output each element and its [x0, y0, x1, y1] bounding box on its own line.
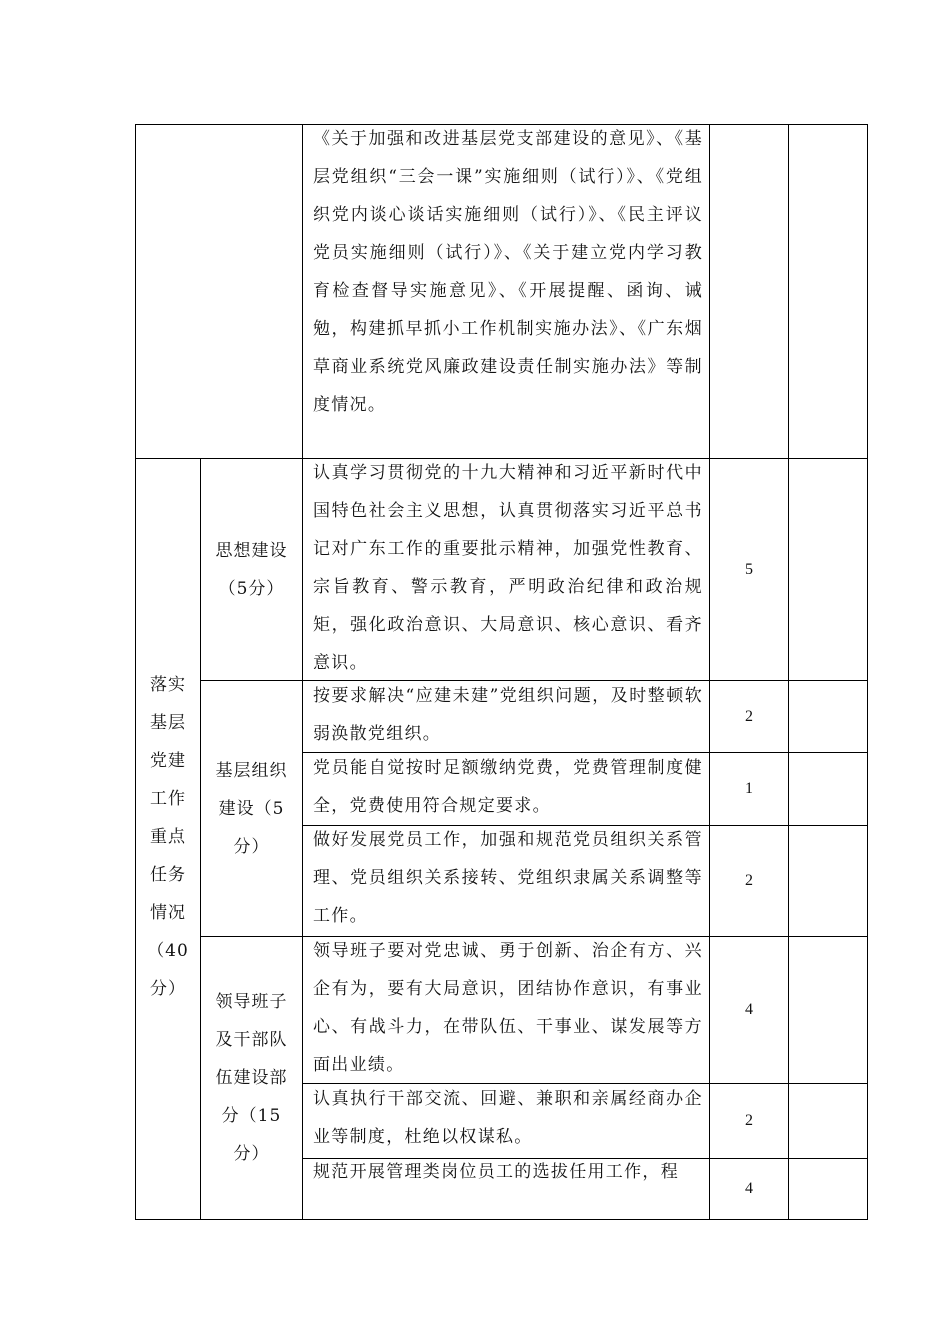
sub-sixiang-label: 思想建设（5分）: [215, 540, 288, 599]
content-cell-r2: 按要求解决“应建未建”党组织问题，及时整顿软弱涣散党组织。: [313, 686, 703, 744]
score-cell-r7: 4: [745, 1180, 753, 1197]
score-cell-r5: 4: [745, 1001, 753, 1018]
score-cell-r3: 1: [745, 780, 753, 797]
content-cell-r1: 认真学习贯彻党的十九大精神和习近平新时代中国特色社会主义思想，认真贯彻落实习近平总书记对广东工作的重要批示精神，加强党性教育、宗旨教育、警示教育，严明政治纪律和政治规矩，强化政治意识、大局意识、核心意识、看齐意识。: [313, 463, 703, 673]
score-cell-r2: 2: [745, 707, 753, 725]
score-cell-r4: 2: [745, 872, 753, 889]
content-cell-r3: 党员能自觉按时足额缴纳党费，党费管理制度健全，党费使用符合规定要求。: [313, 758, 703, 816]
content-cell-r7: 规范开展管理类岗位员工的选拔任用工作，程: [313, 1162, 679, 1182]
category-label: 落实基层党建工作重点任务情况（40分）: [147, 675, 189, 999]
content-cell-r0: 《关于加强和改进基层党支部建设的意见》、《基层党组织“三会一课”实施细则（试行）》、《党组织党内谈心谈话实施细则（试行）》、《民主评议党员实施细则（试行）》、《关于建立党内学习教育检查督导实施意见》、《开展提醒、函询、诫勉，构建抓早抓小工作机制实施办法》、《广东烟草商业系统党风廉政建设责任制实施办法》等制度情况。: [313, 129, 703, 415]
sub-lingdao-label: 领导班子及干部队伍建设部分（15分）: [215, 992, 288, 1164]
content-cell-r5: 领导班子要对党忠诚、勇于创新、治企有方、兴企有为，要有大局意识，团结协作意识，有事业心、有战斗力，在带队伍、干事业、谋发展等方面出业绩。: [313, 941, 703, 1075]
content-cell-r4: 做好发展党员工作，加强和规范党员组织关系管理、党员组织关系接转、党组织隶属关系调整等工作。: [313, 830, 703, 926]
content-cell-r6: 认真执行干部交流、回避、兼职和亲属经商办企业等制度，杜绝以权谋私。: [313, 1089, 703, 1147]
sub-jiceng-label: 基层组织建设（5分）: [215, 760, 288, 857]
score-cell-r6: 2: [745, 1112, 753, 1129]
score-cell-r1: 5: [745, 560, 753, 578]
